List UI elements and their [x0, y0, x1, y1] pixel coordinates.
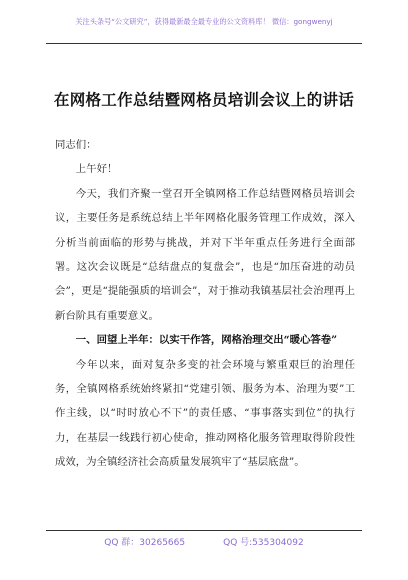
footer-divider: [46, 530, 362, 531]
document-body: [55, 133, 355, 475]
footer-qq-number: QQ 号:535304092: [223, 538, 304, 548]
document-title: 在网格工作总结暨网格员培训会议上的讲话: [53, 90, 355, 109]
header-note: 关注头条号“公文研究”，获得最新最全最专业的公文资料库！ 微信：gongwenyj: [75, 17, 333, 26]
footer-qq-group: QQ 群：30265665: [104, 538, 186, 548]
section-heading-1: 一、回望上半年：以实干作答，网格治理交出“暖心答卷”: [75, 334, 338, 347]
footer-contact: [0, 535, 408, 548]
greeting: 同志们：: [55, 139, 97, 151]
salutation: 上午好！: [75, 163, 118, 176]
paragraph-section-1: 今年以来，面对复杂多变的社会环境与繁重艰巨的治理任务，全镇网格系统始终紧扣“党建引领、服务为本、治理为要”工作主线，以“时时放心不下”的责任感、“事事落实到位”的执行力，在基层一线践行初心使命，推动网格化服务管理取得阶段性成效，为全镇经济社会高质量发展筑牢了“基层底盘”。: [55, 358, 355, 469]
header-divider: [46, 43, 362, 44]
paragraph-intro: 今天，我们齐聚一堂召开全镇网格工作总结暨网格员培训会议，主要任务是系统总结上半年网格化服务管理工作成效，深入分析当前面临的形势与挑战，并对下半年重点任务进行全面部署。这次会议既是“总结盘点的复盘会”，也是“加压奋进的动员会”，更是“提能强质的培训会”，对于推动我镇基层社会治理再上新台阶具有重要意义。: [55, 187, 355, 322]
